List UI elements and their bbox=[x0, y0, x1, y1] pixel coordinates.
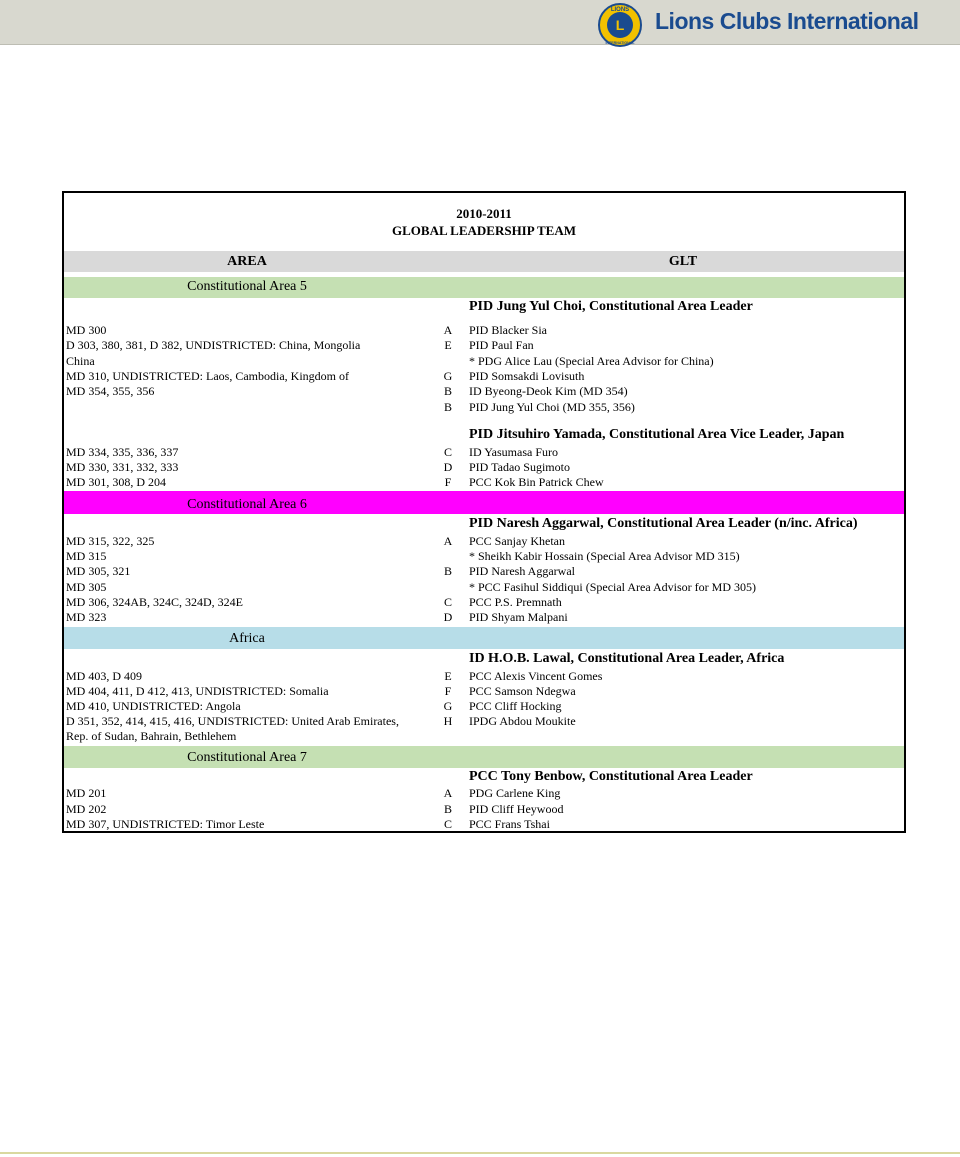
area-6-row-5-code: C bbox=[443, 595, 452, 609]
emblem-bottom-text: INTERNATIONAL bbox=[605, 41, 635, 45]
area-7-row-2-area: MD 202 bbox=[66, 802, 107, 816]
area-5-row-2-code: E bbox=[444, 338, 452, 352]
area-6-row-3-glt: PID Naresh Aggarwal bbox=[469, 564, 575, 578]
area-6-row-6-glt: PID Shyam Malpani bbox=[469, 610, 568, 624]
africa-row-5-area: Rep. of Sudan, Bahrain, Bethlehem bbox=[66, 729, 237, 743]
africa-row-2-code: F bbox=[444, 684, 452, 698]
area-6-row-6-area: MD 323 bbox=[66, 610, 107, 624]
area-5b-row-1-area: MD 334, 335, 336, 337 bbox=[66, 445, 179, 459]
africa-row-1-glt: PCC Alexis Vincent Gomes bbox=[469, 669, 603, 683]
area-7-row-3-code: C bbox=[443, 817, 452, 831]
banner-divider bbox=[0, 44, 960, 45]
emblem-letter: L bbox=[615, 17, 625, 33]
area-6-row-5-glt: PCC P.S. Premnath bbox=[469, 595, 562, 609]
area-5b-row-1-glt: ID Yasumasa Furo bbox=[469, 445, 559, 459]
area-6-row-1-area: MD 315, 322, 325 bbox=[66, 534, 155, 548]
area-7-row-2-code: B bbox=[443, 802, 452, 816]
area-5b-row-3-glt: PCC Kok Bin Patrick Chew bbox=[469, 475, 604, 489]
glt-column-header: GLT bbox=[668, 254, 698, 269]
africa-row-3-area: MD 410, UNDISTRICTED: Angola bbox=[66, 699, 241, 713]
area-5-row-2-area: D 303, 380, 381, D 382, UNDISTRICTED: China, Mongolia bbox=[66, 338, 361, 352]
area-5-row-1-area: MD 300 bbox=[66, 323, 107, 337]
africa-row-2-area: MD 404, 411, D 412, 413, UNDISTRICTED: Somalia bbox=[66, 684, 329, 698]
africa-row-3-glt: PCC Cliff Hocking bbox=[469, 699, 562, 713]
area-6-row-4-area: MD 305 bbox=[66, 580, 107, 594]
section-title-area-5: Constitutional Area 5 bbox=[187, 279, 307, 294]
area-6-row-1-code: A bbox=[443, 534, 453, 548]
area-5b-row-3-code: F bbox=[444, 475, 452, 489]
area-5-row-6-glt: PID Jung Yul Choi (MD 355, 356) bbox=[469, 400, 635, 414]
area-5-row-5-glt: ID Byeong-Deok Kim (MD 354) bbox=[469, 384, 628, 398]
africa-row-1-area: MD 403, D 409 bbox=[66, 669, 143, 683]
area-5-row-5-area: MD 354, 355, 356 bbox=[66, 384, 155, 398]
africa-row-3-code: G bbox=[443, 699, 453, 713]
area-5-row-5-code: B bbox=[443, 384, 452, 398]
area-5-row-4-glt: PID Somsakdi Lovisuth bbox=[469, 369, 585, 383]
area-5-row-3-glt: * PDG Alice Lau (Special Area Advisor for China) bbox=[469, 354, 714, 368]
area-6-row-2-glt: * Sheikh Kabir Hossain (Special Area Advisor MD 315) bbox=[469, 549, 740, 563]
africa-row-2-glt: PCC Samson Ndegwa bbox=[469, 684, 576, 698]
area-5-vice-leader: PID Jitsuhiro Yamada, Constitutional Area Vice Leader, Japan bbox=[469, 427, 845, 442]
africa-row-1-code: E bbox=[444, 669, 452, 683]
area-5-row-2-glt: PID Paul Fan bbox=[469, 338, 534, 352]
area-7-row-1-area: MD 201 bbox=[66, 786, 107, 800]
africa-row-4-area: D 351, 352, 414, 415, 416, UNDISTRICTED: United Arab Emirates, bbox=[66, 714, 399, 728]
area-5b-row-3-area: MD 301, 308, D 204 bbox=[66, 475, 167, 489]
area-5b-row-1-code: C bbox=[443, 445, 452, 459]
area-5-row-4-area: MD 310, UNDISTRICTED: Laos, Cambodia, Kingdom of bbox=[66, 369, 349, 383]
area-5-row-1-code: A bbox=[443, 323, 453, 337]
area-7-row-3-glt: PCC Frans Tshai bbox=[469, 817, 550, 831]
section-title-area-6: Constitutional Area 6 bbox=[187, 497, 307, 512]
area-5-leader: PID Jung Yul Choi, Constitutional Area Leader bbox=[469, 299, 753, 314]
area-7-row-1-glt: PDG Carlene King bbox=[469, 786, 561, 800]
africa-row-4-code: H bbox=[443, 714, 453, 728]
leadership-table bbox=[62, 191, 906, 833]
area-6-row-2-area: MD 315 bbox=[66, 549, 107, 563]
area-column-header: AREA bbox=[227, 254, 267, 269]
area-5-row-6-code: B bbox=[443, 400, 452, 414]
area-6-row-3-code: B bbox=[443, 564, 452, 578]
area-6-row-4-glt: * PCC Fasihul Siddiqui (Special Area Advisor for MD 305) bbox=[469, 580, 756, 594]
page-title: GLOBAL LEADERSHIP TEAM bbox=[392, 223, 576, 238]
area-5-row-1-glt: PID Blacker Sia bbox=[469, 323, 547, 337]
year-heading: 2010-2011 bbox=[456, 206, 512, 221]
emblem-top-text: LIONS bbox=[610, 7, 630, 13]
area-6-row-6-code: D bbox=[443, 610, 453, 624]
section-title-area-7: Constitutional Area 7 bbox=[187, 750, 307, 765]
africa-leader: ID H.O.B. Lawal, Constitutional Area Leader, Africa bbox=[469, 651, 785, 666]
area-6-leader: PID Naresh Aggarwal, Constitutional Area Leader (n/inc. Africa) bbox=[469, 516, 858, 531]
section-title-africa: Africa bbox=[229, 631, 265, 646]
lions-emblem-logo bbox=[596, 2, 644, 48]
area-6-row-3-area: MD 305, 321 bbox=[66, 564, 131, 578]
footer-rule bbox=[0, 1152, 960, 1154]
africa-row-4-glt: IPDG Abdou Moukite bbox=[469, 714, 576, 728]
area-7-row-3-area: MD 307, UNDISTRICTED: Timor Leste bbox=[66, 817, 265, 831]
area-6-row-1-glt: PCC Sanjay Khetan bbox=[469, 534, 565, 548]
area-5-row-4-code: G bbox=[443, 369, 453, 383]
brand-name: Lions Clubs International bbox=[655, 8, 919, 34]
area-7-row-1-code: A bbox=[443, 786, 453, 800]
area-7-leader: PCC Tony Benbow, Constitutional Area Leader bbox=[469, 769, 753, 784]
area-5-row-3-area: China bbox=[66, 354, 95, 368]
area-5b-row-2-area: MD 330, 331, 332, 333 bbox=[66, 460, 179, 474]
area-6-row-5-area: MD 306, 324AB, 324C, 324D, 324E bbox=[66, 595, 244, 609]
area-7-row-2-glt: PID Cliff Heywood bbox=[469, 802, 564, 816]
area-5b-row-2-code: D bbox=[443, 460, 453, 474]
area-5b-row-2-glt: PID Tadao Sugimoto bbox=[469, 460, 570, 474]
